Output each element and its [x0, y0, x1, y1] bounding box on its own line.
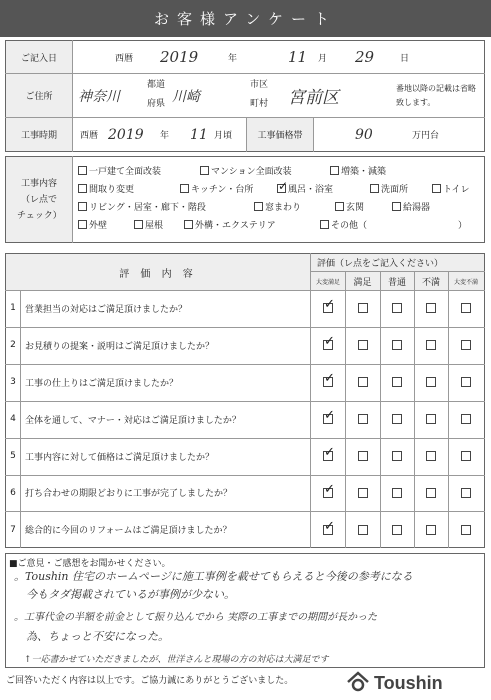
period-label: 工事時期 — [6, 118, 72, 151]
logo-text: Toushin — [374, 672, 443, 693]
rating-checkbox-5-4[interactable] — [461, 451, 471, 461]
work-option-checkbox[interactable] — [335, 202, 344, 211]
rating-level-4: 大変不満 — [448, 272, 484, 290]
date-year[interactable]: 2019 — [160, 48, 199, 66]
comments-label: ■ご意見・ご感想をお聞かせください。 — [9, 558, 171, 569]
question-text: 総合的に今回のリフォームはご満足頂けましたか？ — [25, 526, 232, 537]
comment-line-1[interactable]: 。Toushin 住宅のホームページに施工事例を載せてもらえると今後の参考になる — [14, 570, 413, 583]
work-option-13[interactable] — [134, 218, 163, 231]
work-option-6[interactable] — [370, 182, 408, 195]
rating-checkbox-2-4[interactable] — [461, 340, 471, 350]
work-option-checkbox[interactable] — [200, 166, 209, 175]
work-option-checkbox[interactable] — [370, 184, 379, 193]
work-option-label: その他（ — [331, 221, 368, 231]
rating-checkbox-3-2[interactable] — [392, 377, 402, 387]
question-text: 工事の仕上りはご満足頂けましたか？ — [25, 378, 179, 389]
rating-checkbox-1-4[interactable] — [461, 303, 471, 313]
work-option-7[interactable] — [432, 182, 470, 195]
rating-checkbox-1-0[interactable] — [323, 303, 333, 313]
rating-checkbox-4-4[interactable] — [461, 414, 471, 424]
work-option-label: 外壁 — [89, 221, 108, 231]
work-option-label: 洗面所 — [381, 185, 409, 195]
address-prefecture[interactable]: 神奈川 — [78, 88, 120, 105]
question-number: 6 — [10, 487, 16, 498]
question-text: お見積りの提案・説明はご満足頂けましたか？ — [25, 341, 215, 352]
work-option-3[interactable] — [78, 182, 134, 195]
work-option-5[interactable] — [277, 182, 333, 195]
date-label: ご記入日 — [6, 41, 72, 73]
rating-level-1: 満足 — [345, 272, 380, 290]
house-icon — [346, 670, 370, 696]
work-option-checkbox[interactable] — [184, 220, 193, 229]
rating-checkbox-3-0[interactable] — [323, 377, 333, 387]
city-suffix-shiku: 市区 — [250, 79, 269, 90]
work-option-label: リビング・居室・廊下・階段 — [89, 203, 206, 213]
city-suffix-choson: 町村 — [250, 98, 269, 109]
price-label: 工事価格帯 — [247, 118, 313, 151]
rating-checkbox-6-3[interactable] — [426, 488, 436, 498]
work-option-label: 一戸建て全面改装 — [89, 167, 162, 177]
work-option-checkbox[interactable] — [78, 220, 87, 229]
work-option-label: 給湯器 — [403, 203, 431, 213]
work-label-sub: （レ点でチェック） — [17, 194, 62, 221]
period-month-suffix: 月頃 — [214, 131, 233, 141]
rating-checkbox-7-0[interactable] — [323, 525, 333, 535]
question-text: 工事内容に対して価格はご満足頂けましたか？ — [25, 452, 215, 463]
work-option-checkbox[interactable] — [432, 184, 441, 193]
work-option-4[interactable] — [180, 182, 253, 195]
rating-checkbox-1-1[interactable] — [358, 303, 368, 313]
address-city[interactable]: 川崎 — [172, 88, 200, 105]
work-option-checkbox[interactable] — [330, 166, 339, 175]
rating-checkbox-6-0[interactable] — [323, 488, 333, 498]
work-option-checkbox[interactable] — [78, 166, 87, 175]
work-option-label: 風呂・浴室 — [288, 185, 334, 195]
rating-checkbox-4-2[interactable] — [392, 414, 402, 424]
work-option-15[interactable] — [320, 218, 367, 231]
work-option-checkbox[interactable] — [254, 202, 263, 211]
rating-checkbox-4-0[interactable] — [323, 414, 333, 424]
work-option-label: トイレ — [443, 185, 470, 195]
rating-checkbox-7-1[interactable] — [358, 525, 368, 535]
work-option-label: マンション全面改装 — [211, 167, 292, 177]
work-option-checkbox[interactable] — [320, 220, 329, 229]
rating-checkbox-2-1[interactable] — [358, 340, 368, 350]
period-year[interactable]: 2019 — [108, 126, 144, 143]
prefecture-suffix-fuken: 府県 — [147, 98, 166, 109]
question-number: 1 — [10, 303, 16, 314]
work-option-2[interactable] — [330, 164, 386, 177]
work-option-checkbox[interactable] — [78, 202, 87, 211]
work-option-11[interactable] — [392, 200, 430, 213]
work-option-label: 間取り変更 — [89, 185, 135, 195]
footer-note: ご回答いただく内容は以上です。ご協力誠にありがとうございました。 — [6, 675, 294, 686]
rating-checkbox-7-2[interactable] — [392, 525, 402, 535]
prefecture-suffix-todo: 都道 — [147, 79, 166, 90]
date-day[interactable]: 29 — [355, 48, 375, 66]
rating-checkbox-4-1[interactable] — [358, 414, 368, 424]
rating-level-2: 普通 — [380, 272, 414, 290]
comment-line-3[interactable]: 。工事代金の半額を前金として振り込んでから 実際の工事までの期間が長かった — [14, 612, 378, 623]
rating-checkbox-3-4[interactable] — [461, 377, 471, 387]
rating-checkbox-7-3[interactable] — [426, 525, 436, 535]
comment-line-5[interactable]: ↑一応書かせていただきましたが、世洋さんと現場の方の対応は大満足です — [24, 655, 329, 665]
work-other-close: ） — [458, 221, 468, 231]
date-day-suffix: 日 — [400, 53, 410, 64]
question-text: 全体を通して、マナー・対応はご満足頂けましたか？ — [25, 415, 241, 426]
rating-checkbox-3-3[interactable] — [426, 377, 436, 387]
work-option-0[interactable] — [78, 164, 161, 177]
price-unit: 万円台 — [412, 131, 440, 141]
work-option-label: 玄関 — [346, 203, 365, 213]
date-month-suffix: 月 — [318, 53, 328, 64]
address-note: 番地以降の記載は省略致します。 — [396, 84, 476, 107]
date-year-suffix: 年 — [228, 53, 238, 64]
work-option-label: 窓まわり — [265, 203, 302, 213]
comment-line-4[interactable]: 為、ちょっと不安になった。 — [26, 630, 169, 643]
work-label — [6, 157, 72, 242]
work-option-12[interactable] — [78, 218, 107, 231]
rating-checkbox-6-1[interactable] — [358, 488, 368, 498]
question-number: 2 — [10, 340, 16, 351]
work-option-checkbox[interactable] — [180, 184, 189, 193]
rating-checkbox-5-0[interactable] — [323, 451, 333, 461]
rating-checkbox-5-3[interactable] — [426, 451, 436, 461]
work-option-label: 外構・エクステリア — [195, 221, 276, 231]
address-ward[interactable]: 宮前区 — [288, 88, 339, 108]
rating-header: 評価（レ点をご記入ください） — [311, 254, 484, 271]
rating-checkbox-3-1[interactable] — [358, 377, 368, 387]
work-option-8[interactable] — [78, 200, 206, 213]
work-option-9[interactable] — [254, 200, 301, 213]
question-number: 4 — [10, 414, 16, 425]
period-era: 西暦 — [80, 131, 99, 141]
rating-checkbox-6-2[interactable] — [392, 488, 402, 498]
rating-level-3: 不満 — [414, 272, 448, 290]
question-text: 営業担当の対応はご満足頂けましたか？ — [25, 304, 188, 315]
toushin-logo — [346, 670, 443, 696]
date-month[interactable]: 11 — [288, 48, 308, 66]
work-option-label: キッチン・台所 — [191, 185, 254, 195]
rating-checkbox-7-4[interactable] — [461, 525, 471, 535]
rating-checkbox-6-4[interactable] — [461, 488, 471, 498]
work-option-label: 増築・減築 — [341, 167, 387, 177]
rating-checkbox-2-2[interactable] — [392, 340, 402, 350]
evaluation-header: 評 価 内 容 — [6, 254, 310, 290]
period-month[interactable]: 11 — [190, 126, 208, 143]
rating-checkbox-4-3[interactable] — [426, 414, 436, 424]
work-option-checkbox[interactable] — [392, 202, 401, 211]
rating-level-0: 大変満足 — [311, 272, 345, 290]
comment-line-2[interactable]: 今もタダ掲載されているが事例が少ない。 — [26, 588, 235, 601]
period-year-suffix: 年 — [160, 131, 170, 141]
work-option-1[interactable] — [200, 164, 292, 177]
survey-title: お客様アンケート — [0, 0, 491, 37]
work-option-checkbox[interactable] — [134, 220, 143, 229]
question-text: 打ち合わせの期限どおりに工事が完了しましたか？ — [25, 489, 233, 500]
work-option-checkbox[interactable] — [78, 184, 87, 193]
price-value[interactable]: 90 — [355, 126, 373, 143]
question-number: 5 — [10, 451, 16, 462]
rating-checkbox-5-1[interactable] — [358, 451, 368, 461]
rating-checkbox-2-3[interactable] — [426, 340, 436, 350]
rating-checkbox-2-0[interactable] — [323, 340, 333, 350]
work-option-14[interactable] — [184, 218, 276, 231]
rating-checkbox-1-3[interactable] — [426, 303, 436, 313]
question-number: 3 — [10, 377, 16, 388]
question-number: 7 — [10, 524, 16, 535]
work-option-label: 屋根 — [145, 221, 164, 231]
rating-checkbox-5-2[interactable] — [392, 451, 402, 461]
work-label-text: 工事内容 — [20, 178, 57, 189]
rating-checkbox-1-2[interactable] — [392, 303, 402, 313]
address-label: ご住所 — [6, 74, 72, 117]
work-option-10[interactable] — [335, 200, 364, 213]
work-option-checkbox[interactable] — [277, 184, 286, 193]
date-era: 西暦 — [115, 53, 134, 64]
